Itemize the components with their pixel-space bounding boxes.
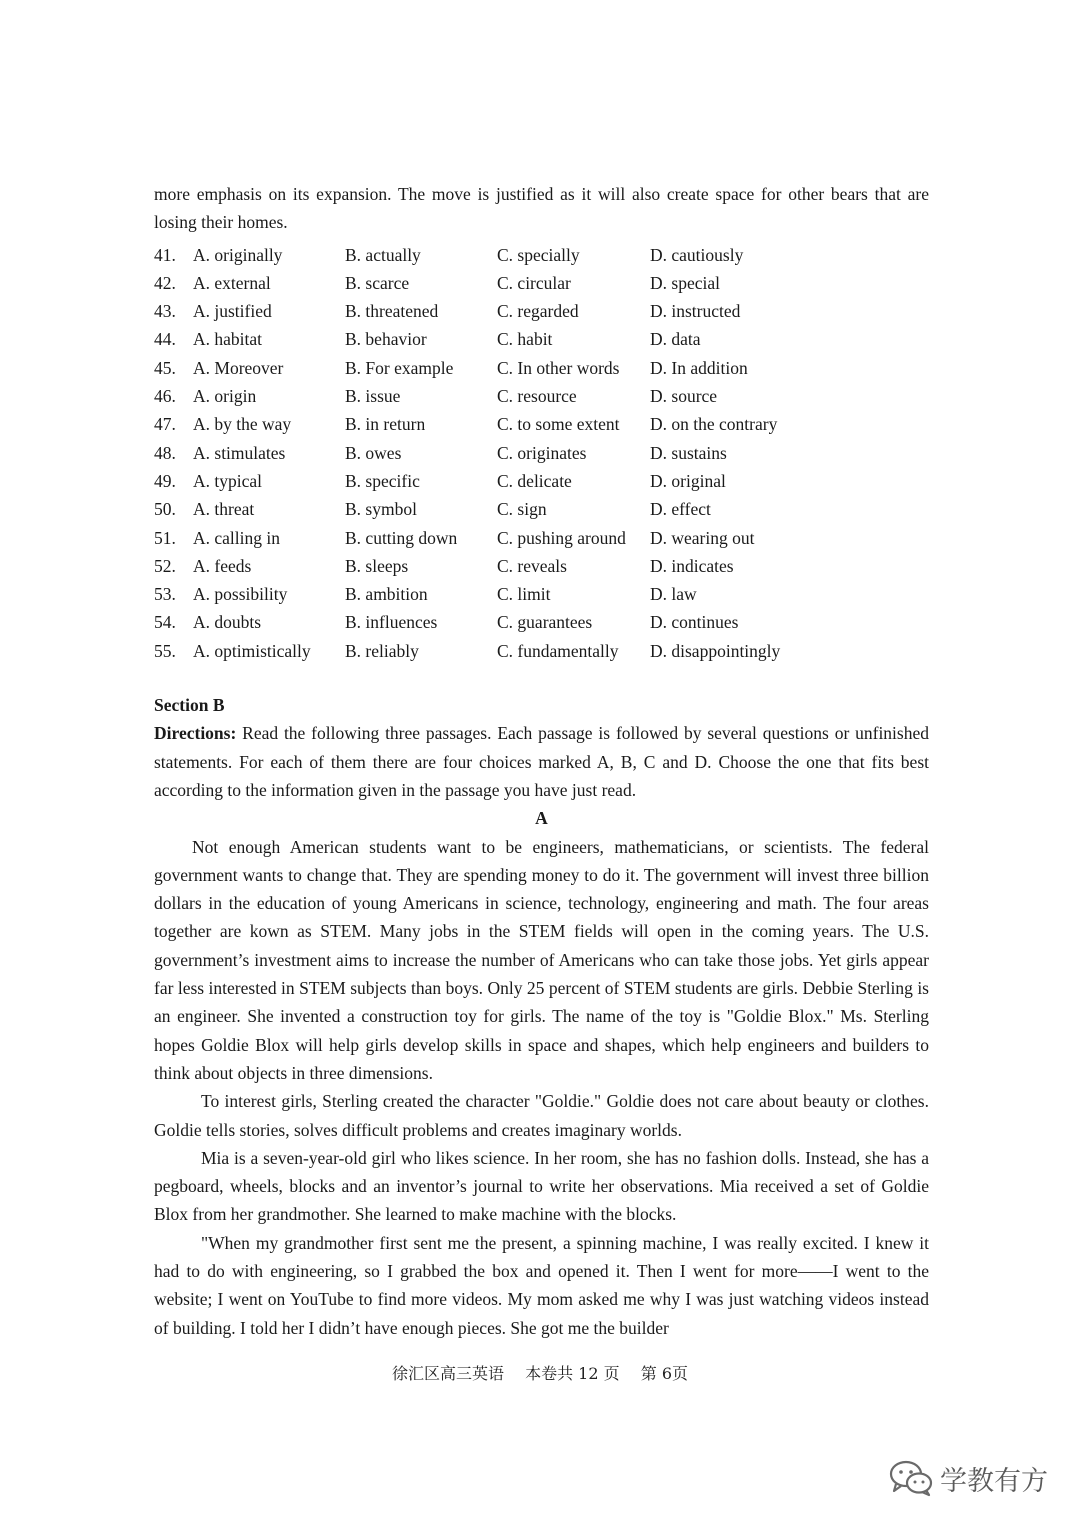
question-row [154,354,929,382]
option-b: B. symbol [345,499,417,520]
option-d: D. In addition [650,357,748,378]
option-d: D. disappointingly [650,640,781,661]
option-c: C. delicate [497,470,572,491]
option-c: C. fundamentally [497,640,619,661]
question-row [154,382,929,410]
option-c: C. reveals [497,555,567,576]
section-title: Section B [154,695,225,716]
option-b: B. issue [345,386,401,407]
watermark [888,1458,1048,1498]
question-number: 41. [154,244,176,265]
question-number: 50. [154,499,176,520]
option-c: C. limit [497,584,551,605]
option-b: B. in return [345,414,426,435]
question-row [154,495,929,523]
question-row [154,467,929,495]
options-list [154,241,929,665]
option-a: A. doubts [193,612,262,633]
option-d: D. law [650,584,697,605]
question-number: 43. [154,301,176,322]
question-row [154,608,929,636]
question-row [154,410,929,438]
question-row [154,439,929,467]
question-row [154,241,929,269]
option-a: A. originally [193,244,283,265]
passage-paragraph: Not enough American students want to be engineers, mathematicians, or scientists. The federal government wants to change that. They are spending money to do it. The government will invest three billion dollars in the education of young Americans in science, technology, engineering and math. The four areas together are kown as STEM. Many jobs in the STEM fields will open in the coming years. The U.S. government’s investment aims to increase the number of Americans who can take those jobs. Yet girls appear far less interested in STEM subjects than boys. Only 25 percent of STEM students are girls. Debbie Sterling is an engineer. She invented a construction toy for girls. The name of the toy is "Goldie Blox." Ms. Sterling hopes Goldie Blox will help girls develop skills in space and shapes, which help engineers and builders to think about objects in three dimensions. [154,836,929,1083]
option-a: A. external [193,272,271,293]
option-b: B. For example [345,357,454,378]
option-a: A. by the way [193,414,292,435]
option-c: C. to some extent [497,414,620,435]
option-a: A. typical [193,470,263,491]
option-a: A. habitat [193,329,263,350]
footer-district: 徐汇区高三英语 [391,1364,504,1383]
question-number: 46. [154,386,176,407]
passage-paragraph: "When my grandmother first sent me the present, a spinning machine, I was really excited. I knew it had to do with engineering, so I grabbed the box and opened it. Then I went for more——I went to the website; I went on YouTube to find more videos. My mom asked me why I was just watching videos instead of building. I told her I didn’t have enough pieces. She got me the builder [154,1232,929,1338]
option-b: B. scarce [345,272,410,293]
option-b: B. influences [345,612,438,633]
question-number: 53. [154,584,176,605]
option-a: A. possibility [193,584,288,605]
option-c: C. circular [497,272,571,293]
question-number: 49. [154,470,176,491]
option-d: D. wearing out [650,527,755,548]
question-row [154,552,929,580]
option-d: D. sustains [650,442,727,463]
question-row [154,269,929,297]
question-number: 45. [154,357,176,378]
option-b: B. specific [345,470,420,491]
option-a: A. origin [193,386,257,407]
passage-paragraph: Mia is a seven-year-old girl who likes science. In her room, she has no fashion dolls. Instead, she has a pegboard, wheels, blocks and an inventor’s journal to write her observations. Mia received a set of Goldie Blox from her grandmother. She learned to make machine with the blocks. [154,1147,929,1225]
option-d: D. data [650,329,701,350]
option-d: D. indicates [650,555,734,576]
option-c: C. habit [497,329,553,350]
option-b: B. ambition [345,584,428,605]
question-number: 44. [154,329,176,350]
option-d: D. instructed [650,301,741,322]
option-a: A. calling in [193,527,280,548]
question-number: 52. [154,555,176,576]
footer-total: 本卷共 12 页 [525,1364,620,1383]
directions [154,719,929,804]
option-c: C. resource [497,386,577,407]
option-a: A. justified [193,301,272,322]
page-footer [0,1361,1080,1384]
option-c: C. regarded [497,301,579,322]
exam-page [154,180,929,1342]
option-a: A. threat [193,499,255,520]
option-c: C. specially [497,244,580,265]
watermark-text: 学教有方 [940,1465,1048,1497]
option-d: D. cautiously [650,244,744,265]
question-row [154,637,929,665]
question-row [154,524,929,552]
option-c: C. guarantees [497,612,593,633]
question-number: 42. [154,272,176,293]
option-a: A. optimistically [193,640,311,661]
wechat-icon [888,1458,934,1498]
option-d: D. special [650,272,720,293]
option-d: D. on the contrary [650,414,778,435]
option-b: B. owes [345,442,402,463]
directions-text: Read the following three passages. Each passage is followed by several questions or unfinished statements. For each of them there are four choices marked A, B, C and D. Choose the one that fits best according to the information given in the passage you have just read. [154,723,929,800]
question-number: 51. [154,527,176,548]
passage-paragraph: To interest girls, Sterling created the character "Goldie." Goldie does not care about beauty or clothes. Goldie tells stories, solves difficult problems and creates imaginary worlds. [154,1091,929,1140]
option-c: C. originates [497,442,587,463]
question-row [154,325,929,353]
option-b: B. cutting down [345,527,458,548]
question-row [154,297,929,325]
option-d: D. source [650,386,718,407]
footer-page: 第 6页 [640,1364,689,1383]
option-d: D. original [650,470,726,491]
option-c: C. In other words [497,357,620,378]
option-b: B. actually [345,244,421,265]
option-a: A. stimulates [193,442,286,463]
option-d: D. effect [650,499,711,520]
option-d: D. continues [650,612,739,633]
option-b: B. threatened [345,301,439,322]
option-c: C. sign [497,499,547,520]
question-number: 47. [154,414,176,435]
option-a: A. feeds [193,555,252,576]
option-b: B. sleeps [345,555,409,576]
directions-label: Directions: [154,723,237,744]
question-number: 55. [154,640,176,661]
passage-continuation: more emphasis on its expansion. The move is justified as it will also create space for other bears that are losing their homes. [154,184,929,233]
option-a: A. Moreover [193,357,284,378]
question-row [154,580,929,608]
question-number: 54. [154,612,176,633]
passage-letter: A [535,808,548,829]
option-b: B. reliably [345,640,419,661]
option-c: C. pushing around [497,527,626,548]
option-b: B. behavior [345,329,427,350]
question-number: 48. [154,442,176,463]
